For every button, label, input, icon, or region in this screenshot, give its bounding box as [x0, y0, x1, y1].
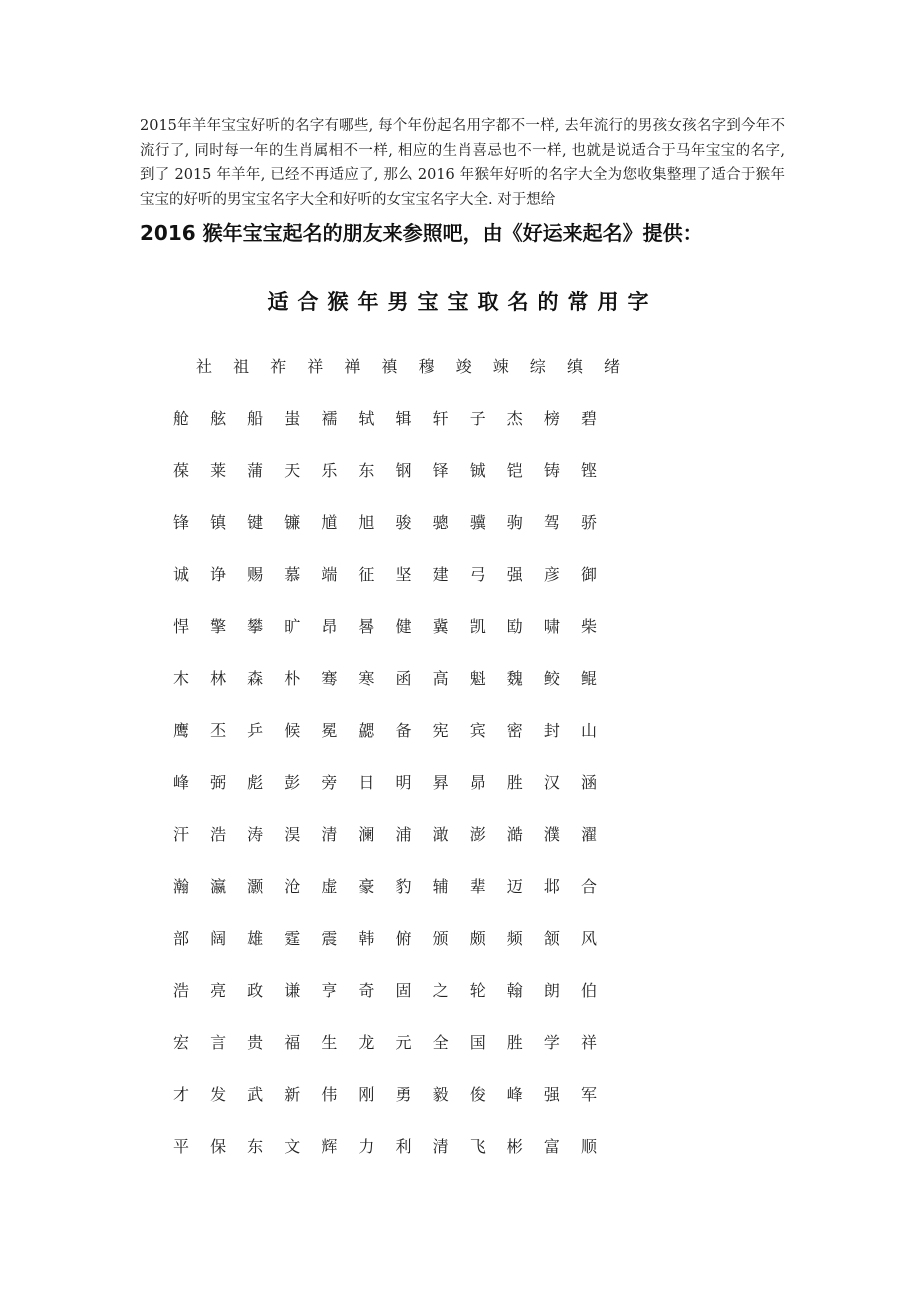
character-row: 汗 浩 涛 淏 清 澜 浦 澉 澎 澔 濮 濯 — [173, 825, 605, 844]
intro-paragraph: 2015年羊年宝宝好听的名字有哪些, 每个年份起名用字都不一样, 去年流行的男孩女孩名字到今年不流行了, 同时每一年的生肖属相不一样, 相应的生肖喜忌也不一样, 也就是说适合于马年宝宝的名字, 到了 2015 年羊年, 已经不再适应了, 那么 2016 年猴年好听的名字大全为您收集整理了适合于猴年宝宝的好听的男宝宝名字大全和好听的女宝宝名字大全. 对于想给 — [140, 118, 785, 208]
character-row: 锋 镇 键 镰 馗 旭 骏 骢 骥 驹 驾 骄 — [173, 513, 605, 532]
character-row: 部 阔 雄 霆 震 韩 俯 颁 颇 频 颔 风 — [173, 929, 605, 948]
character-row: 宏 言 贵 福 生 龙 元 全 国 胜 学 祥 — [173, 1033, 605, 1052]
character-row: 浩 亮 政 谦 亨 奇 固 之 轮 翰 朗 伯 — [173, 981, 605, 1000]
character-row: 葆 莱 蒲 天 乐 东 钢 铎 铖 铠 铸 铿 — [173, 461, 605, 480]
character-row: 悍 擎 攀 旷 昂 晷 健 冀 凯 劻 啸 柴 — [173, 617, 605, 636]
character-list — [173, 353, 628, 1185]
bold-heading: 2016 猴年宝宝起名的朋友来参照吧，由《好运来起名》提供： — [140, 221, 703, 245]
character-row: 瀚 瀛 灏 沧 虚 豪 豹 辅 辈 迈 邶 合 — [173, 877, 605, 896]
character-row: 舱 舷 船 蚩 襦 轼 辑 轩 子 杰 榜 碧 — [173, 409, 605, 428]
character-row: 才 发 武 新 伟 刚 勇 毅 俊 峰 强 军 — [173, 1085, 605, 1104]
character-row: 鹰 丕 乒 候 冕 勰 备 宪 宾 密 封 山 — [173, 721, 605, 740]
character-row: 平 保 东 文 辉 力 利 清 飞 彬 富 顺 — [173, 1137, 605, 1156]
character-row: 社 祖 祚 祥 禅 禛 穆 竣 竦 综 缜 绪 — [196, 357, 628, 376]
section-title: 适合猴年男宝宝取名的常用字 — [267, 290, 658, 314]
character-row: 诚 诤 赐 慕 端 征 坚 建 弓 强 彦 御 — [173, 565, 605, 584]
character-row: 峰 弼 彪 彭 旁 日 明 昪 昴 胜 汉 涵 — [173, 773, 605, 792]
character-row: 木 林 森 朴 骞 寒 函 高 魁 魏 鲛 鲲 — [173, 669, 605, 688]
